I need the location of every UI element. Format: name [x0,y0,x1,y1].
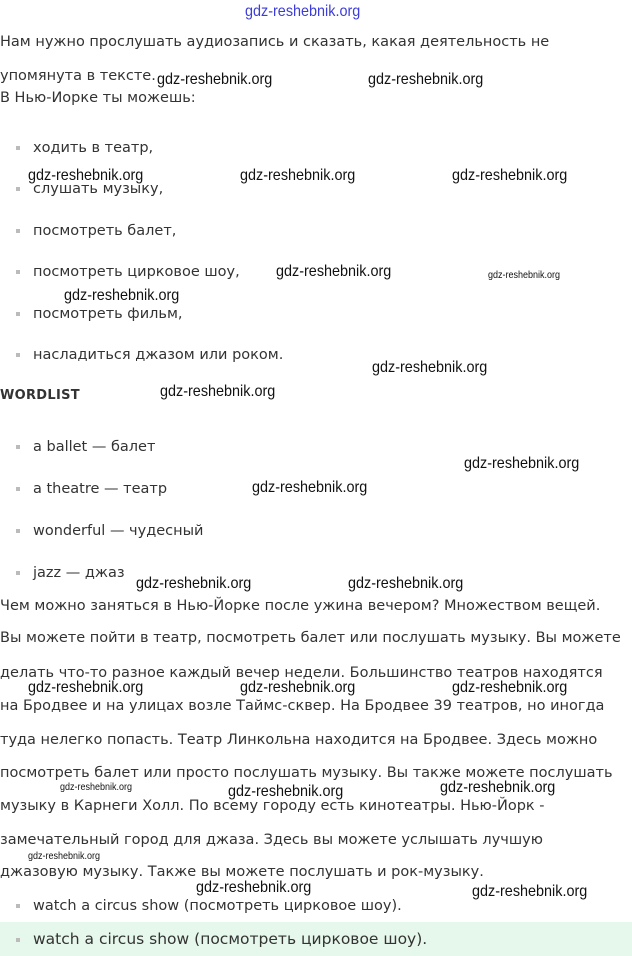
bullet-icon [16,270,20,274]
wordlist-item [16,563,125,583]
watermark: gdz-reshebnik.org [452,679,568,696]
watermark: gdz-reshebnik.org [440,779,556,796]
activity-item [16,304,183,324]
bullet-icon [16,938,20,942]
watermark: gdz-reshebnik.org [28,851,101,862]
watermark: gdz-reshebnik.org [472,883,588,900]
watermark: gdz-reshebnik.org [372,359,488,376]
bullet-icon [16,571,20,575]
watermark: gdz-reshebnik.org [240,167,356,184]
intro-line: упомянута в тексте. [0,68,156,84]
wordlist-text: a ballet — балет [33,439,156,455]
watermark: gdz-reshebnik.org [488,270,561,281]
bullet-icon [16,445,20,449]
bullet-icon [16,312,20,316]
activity-item [16,138,153,158]
watermark: gdz-reshebnik.org [136,575,252,592]
activity-text: ходить в театр, [33,140,154,156]
text-line: Чем можно заняться в Нью-Йорке после ужина вечером? Множеством вещей. [0,598,601,614]
watermark: gdz-reshebnik.org [228,783,344,800]
activity-item [16,221,176,241]
intro-line: Нам нужно прослушать аудиозапись и сказать, какая деятельность не [0,34,550,50]
bullet-icon [16,187,20,191]
bullet-icon [16,229,20,233]
bullet-icon [16,487,20,491]
bullet-icon [16,146,20,150]
correct-answer-option[interactable] [16,929,427,949]
activity-item [16,345,283,365]
watermark: gdz-reshebnik.org [464,455,580,472]
activity-item [16,262,240,282]
wordlist-item [16,437,155,457]
watermark: gdz-reshebnik.org [276,263,392,280]
text-line: джазовую музыку. Также вы можете послушать и рок-музыку. [0,864,484,880]
watermark: gdz-reshebnik.org [348,575,464,592]
wordlist-text: wonderful — чудесный [33,523,204,539]
watermark: gdz-reshebnik.org [368,71,484,88]
wordlist-text: a theatre — театр [33,481,168,497]
activity-text: посмотреть фильм, [33,306,183,322]
watermark: gdz-reshebnik.org [160,383,276,400]
activity-text: посмотреть балет, [33,223,177,239]
watermark: gdz-reshebnik.org [64,287,180,304]
bullet-icon [16,353,20,357]
watermark: gdz-reshebnik.org [252,479,368,496]
watermark: gdz-reshebnik.org [245,3,361,20]
text-line: делать что-то разное каждый вечер недели. Большинство театров находятся [0,665,603,681]
answer-option[interactable] [16,896,402,916]
wordlist-item [16,521,203,541]
watermark: gdz-reshebnik.org [28,167,144,184]
answer-text: watch a circus show (посмотреть цирковое шоу). [33,930,428,948]
activity-text: слушать музыку, [33,181,164,197]
intro-line: В Нью-Иорке ты можешь: [0,90,196,106]
text-line: замечательный город для джаза. Здесь вы можете услышать лучшую [0,832,543,848]
watermark: gdz-reshebnik.org [196,879,312,896]
wordlist-heading: WORDLIST [0,388,80,403]
watermark: gdz-reshebnik.org [452,167,568,184]
activity-text: насладиться джазом или роком. [33,347,284,363]
answer-text: watch a circus show (посмотреть цирковое шоу). [33,898,402,914]
watermark: gdz-reshebnik.org [240,679,356,696]
watermark: gdz-reshebnik.org [28,679,144,696]
bullet-icon [16,904,20,908]
activity-text: посмотреть цирковое шоу, [33,264,240,280]
text-line: посмотреть балет или просто послушать музыку. Вы также можете послушать [0,765,613,781]
wordlist-item [16,479,167,499]
wordlist-text: jazz — джаз [33,565,125,581]
text-line: туда нелегко попасть. Театр Линкольна находится на Бродвее. Здесь можно [0,732,598,748]
watermark: gdz-reshebnik.org [60,782,133,793]
text-line: музыку в Карнеги Холл. По всему городу есть кинотеатры. Нью-Йорк - [0,798,545,814]
text-line: Вы можете пойти в театр, посмотреть балет или послушать музыку. Вы можете [0,630,621,646]
watermark: gdz-reshebnik.org [157,71,273,88]
bullet-icon [16,529,20,533]
text-line: на Бродвее и на улицах возле Таймс-сквер. На Бродвее 39 театров, но иногда [0,698,605,714]
